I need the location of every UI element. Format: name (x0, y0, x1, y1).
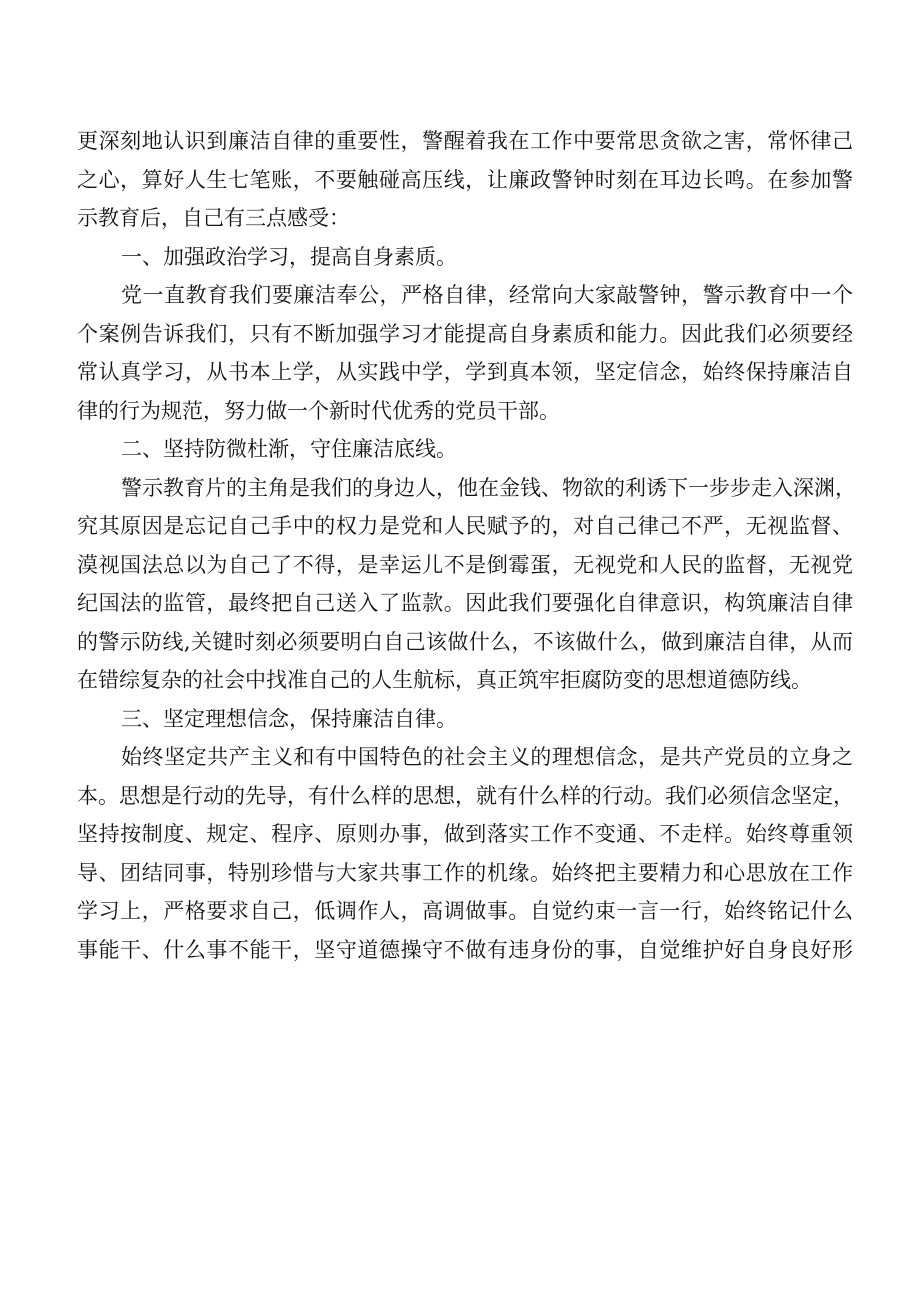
text-line: 学习上，严格要求自己，低调作人，高调做事。自觉约束一言一行，始终铭记什么 (77, 899, 853, 923)
paragraph-intro (77, 122, 853, 238)
text-line: 本。思想是行动的先导，有什么样的思想，就有什么样的行动。我们必须信念坚定， (77, 783, 854, 808)
text-line: 示教育后，自己有三点感受： (77, 206, 350, 230)
section-heading-2 (77, 430, 853, 469)
heading-text: 一、加强政治学习，提高自身素质。 (121, 244, 457, 269)
heading-text: 三、坚定理想信念，保持廉洁自律。 (121, 706, 457, 731)
text-line: 律的行为规范，努力做一个新时代优秀的党员干部。 (77, 398, 560, 423)
text-line: 的警示防线,关键时刻必须要明白自己该做什么，不该做什么，做到廉洁自律，从而 (77, 629, 853, 654)
paragraph-body-3 (77, 738, 853, 969)
text-line: 究其原因是忘记自己手中的权力是党和人民赋予的，对自己律己不严，无视监督、 (77, 514, 853, 538)
text-line: 更深刻地认识到廉洁自律的重要性，警醒着我在工作中要常思贪欲之害，常怀律己 (77, 129, 853, 153)
text-line: 个案例告诉我们，只有不断加强学习才能提高自身素质和能力。因此我们必须要经 (77, 321, 853, 346)
text-line: 常认真学习，从书本上学，从实践中学，学到真本领，坚定信念，始终保持廉洁自 (77, 360, 853, 384)
text-line: 导、团结同事，特别珍惜与大家共事工作的机缘。始终把主要精力和心思放在工作 (77, 860, 853, 885)
text-line: 始终坚定共产主义和有中国特色的社会主义的理想信念，是共产党员的立身之 (121, 745, 853, 769)
text-line: 在错综复杂的社会中找准自己的人生航标，真正筑牢拒腐防变的思想道德防线。 (77, 668, 812, 692)
paragraph-body-1 (77, 276, 853, 430)
text-line: 事能干、什么事不能干，坚守道德操守不做有违身份的事，自觉维护好自身良好形 (77, 937, 853, 962)
section-heading-3 (77, 700, 853, 739)
section-heading-1 (77, 238, 853, 277)
text-line: 漠视国法总以为自己了不得，是幸运儿不是倒霉蛋，无视党和人民的监督，无视党 (77, 552, 853, 577)
text-line: 坚持按制度、规定、程序、原则办事，做到落实工作不变通、不走样。始终尊重领 (77, 822, 853, 846)
text-line: 纪国法的监管，最终把自己送入了监款。因此我们要强化自律意识，构筑廉洁自律 (77, 591, 853, 615)
heading-text: 二、坚持防微杜渐，守住廉洁底线。 (121, 437, 457, 461)
document-body (77, 122, 856, 969)
text-line: 党一直教育我们要廉洁奉公，严格自律，经常向大家敲警钟，警示教育中一个 (121, 283, 853, 307)
text-line: 警示教育片的主角是我们的身边人，他在金钱、物欲的利诱下一步步走入深渊， (121, 475, 856, 500)
paragraph-body-2 (77, 469, 856, 700)
text-line: 之心，算好人生七笔账，不要触碰高压线，让廉政警钟时刻在耳边长鸣。在参加警 (77, 167, 853, 192)
